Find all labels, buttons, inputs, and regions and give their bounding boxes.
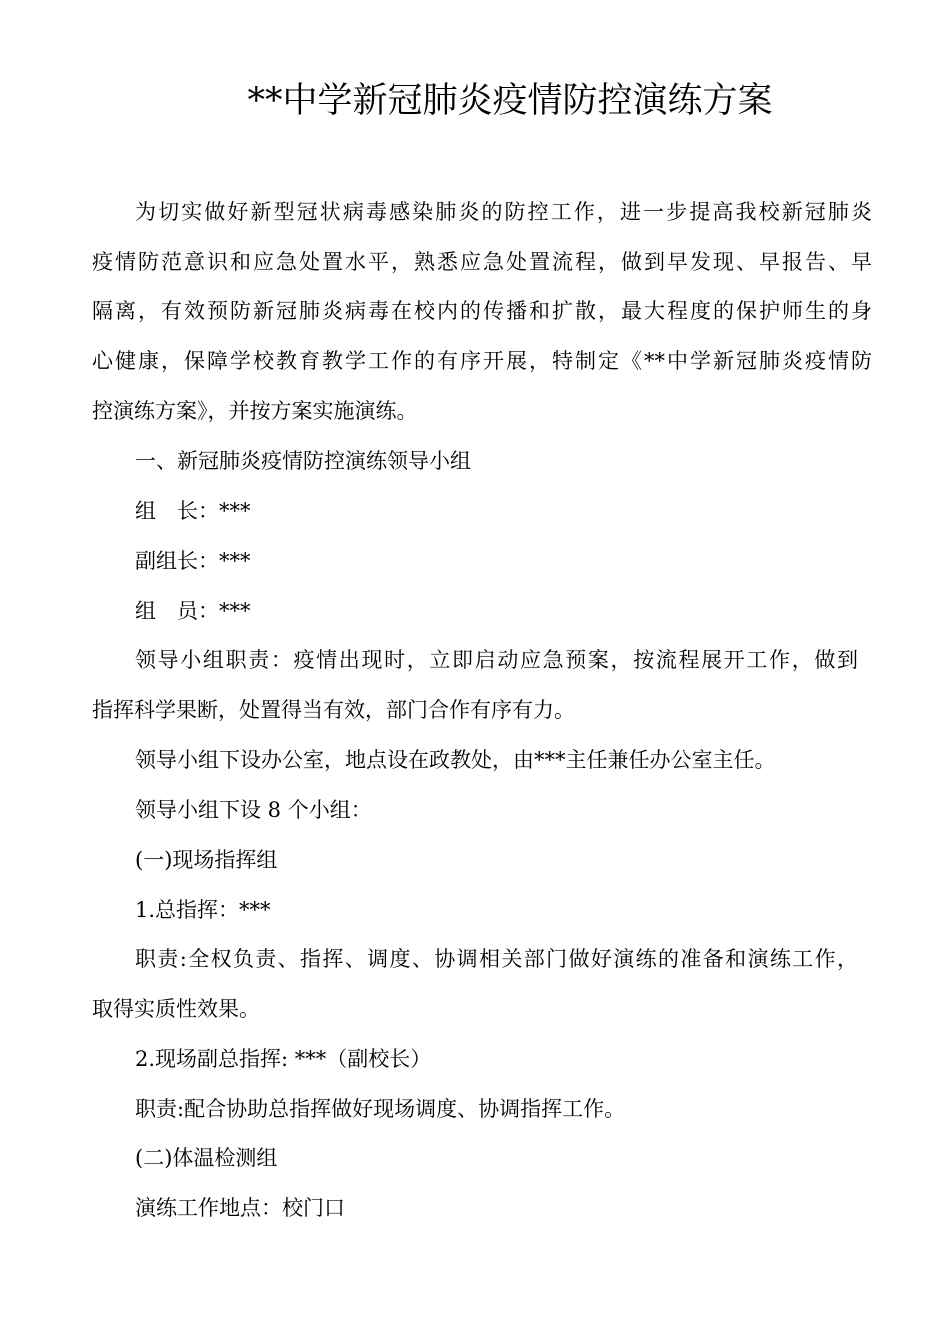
paragraph-line: 领导小组下设办公室，地点设在政教处，由***主任兼任办公室主任。 bbox=[135, 748, 776, 772]
subsection-heading: (一)现场指挥组 bbox=[135, 848, 278, 872]
paragraph-line: 取得实质性效果。 bbox=[92, 997, 260, 1021]
paragraph-line: 领导小组职责：疫情出现时，立即启动应急预案，按流程展开工作，做到 bbox=[135, 648, 858, 672]
paragraph-line: 疫情防范意识和应急处置水平，熟悉应急处置流程，做到早发现、早报告、早 bbox=[92, 250, 872, 274]
paragraph-line: 控演练方案》，并按方案实施演练。 bbox=[92, 399, 418, 423]
team-leader-line: 组 长：*** bbox=[135, 499, 251, 523]
paragraph-line: 职责:配合协助总指挥做好现场调度、协调指挥工作。 bbox=[135, 1097, 626, 1121]
paragraph-line: 隔离，有效预防新冠肺炎病毒在校内的传播和扩散，最大程度的保护师生的身 bbox=[92, 299, 872, 323]
team-member-line: 组 员：*** bbox=[135, 599, 251, 623]
paragraph-line: 心健康，保障学校教育教学工作的有序开展，特制定《**中学新冠肺炎疫情防 bbox=[92, 349, 872, 373]
subsection-heading: (二)体温检测组 bbox=[135, 1146, 278, 1170]
list-item: 1.总指挥：*** bbox=[135, 898, 271, 922]
section-heading: 一、新冠肺炎疫情防控演练领导小组 bbox=[135, 449, 471, 473]
list-item: 2.现场副总指挥: ***（副校长） bbox=[135, 1047, 432, 1071]
paragraph-line: 指挥科学果断，处置得当有效，部门合作有序有力。 bbox=[92, 698, 575, 722]
paragraph-line: 职责:全权负责、指挥、调度、协调相关部门做好演练的准备和演练工作， bbox=[135, 947, 858, 971]
document-title: **中学新冠肺炎疫情防控演练方案 bbox=[247, 81, 773, 121]
paragraph-line: 领导小组下设 8 个小组： bbox=[135, 798, 372, 822]
paragraph-line: 为切实做好新型冠状病毒感染肺炎的防控工作，进一步提高我校新冠肺炎 bbox=[135, 200, 872, 224]
paragraph-line: 演练工作地点：校门口 bbox=[135, 1196, 345, 1220]
deputy-leader-line: 副组长：*** bbox=[135, 549, 251, 573]
